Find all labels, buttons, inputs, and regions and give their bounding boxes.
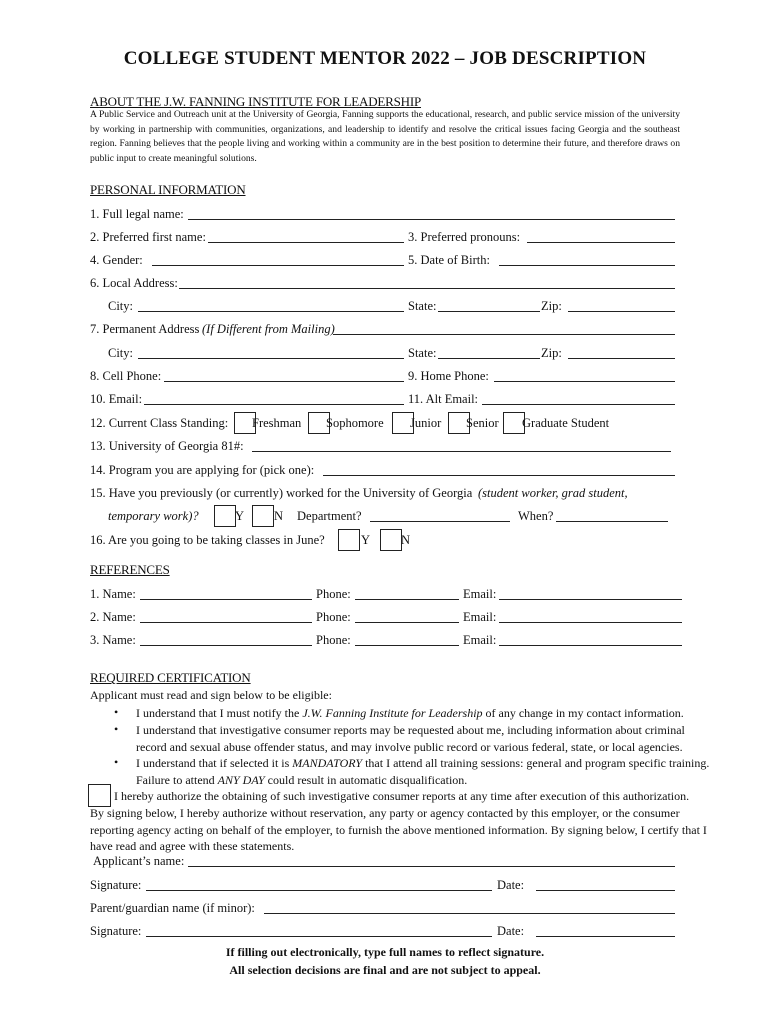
permanent-zip-field[interactable] <box>568 358 675 359</box>
cell-phone-label: 8. Cell Phone: <box>90 369 162 383</box>
worked-answer-row <box>90 507 675 525</box>
preferred-pronouns-label: 3. Preferred pronouns: <box>408 230 521 244</box>
reference-3-phone-field[interactable] <box>355 645 459 646</box>
program-field[interactable] <box>323 475 675 476</box>
home-phone-label: 9. Home Phone: <box>408 369 489 383</box>
cell-phone-field[interactable] <box>164 381 404 382</box>
june-question-label: 16. Are you going to be taking classes in June? <box>90 533 325 547</box>
full-legal-name-field[interactable] <box>188 219 675 220</box>
permanent-state-label: State: <box>408 346 437 360</box>
reference-3-email-label: Email: <box>463 633 497 647</box>
permanent-address-note: (If Different from Mailing) <box>202 322 335 336</box>
about-heading: ABOUT THE J.W. FANNING INSTITUTE FOR LEADERSHIP <box>90 94 422 109</box>
parent-date-label: Date: <box>497 924 525 938</box>
local-state-field[interactable] <box>438 311 540 312</box>
selection-final-note: All selection decisions are final and are not subject to appeal. <box>229 963 541 977</box>
graduate-student-label: Graduate Student <box>522 416 610 430</box>
electronic-signature-note: If filling out electronically, type full names to reflect signature. <box>225 945 545 959</box>
local-city-field[interactable] <box>138 311 404 312</box>
parent-name-field[interactable] <box>264 913 675 914</box>
reference-row-2 <box>90 608 682 626</box>
parent-date-field[interactable] <box>536 936 675 937</box>
permanent-address-field[interactable] <box>333 334 675 335</box>
signing-statement: By signing below, I hereby authorize without reservation, any party or agency contacted by this employer, or the consumer reporting agency acting on behalf of the employer, to furnish the above mentioned information. By signing below, I certify that I have read and agree with these statements. <box>90 806 707 853</box>
applicant-signature-row <box>90 876 675 894</box>
preferred-first-name-label: 2. Preferred first name: <box>90 230 206 244</box>
worked-question-note: (student worker, grad student, <box>478 486 628 500</box>
applicant-signature-field[interactable] <box>146 890 492 891</box>
certification-bullet-1 <box>136 705 718 722</box>
senior-label: Senior <box>466 416 499 430</box>
reference-1-phone-label: Phone: <box>316 587 351 601</box>
reference-3-name-field[interactable] <box>140 645 312 646</box>
reference-2-email-label: Email: <box>463 610 497 624</box>
department-label: Department? <box>297 509 362 523</box>
uga-81-label: 13. University of Georgia 81#: <box>90 439 244 453</box>
dob-label: 5. Date of Birth: <box>408 253 490 267</box>
when-label: When? <box>518 509 554 523</box>
local-address-row <box>90 274 675 292</box>
bullet-2: • <box>114 722 119 736</box>
applicant-name-row <box>90 852 675 870</box>
gender-field[interactable] <box>152 265 404 266</box>
bullet-1-text-a: I understand that I must notify the <box>136 706 303 720</box>
reference-2-name-field[interactable] <box>140 622 312 623</box>
reference-row-3 <box>90 631 682 649</box>
bullet-3-any-day: ANY DAY <box>217 772 265 787</box>
dob-field[interactable] <box>499 265 675 266</box>
bullet-3-mandatory: MANDATORY <box>292 756 363 770</box>
parent-signature-label: Signature: <box>90 924 142 938</box>
reference-1-name-label: 1. Name: <box>90 587 136 601</box>
local-city-label: City: <box>108 299 134 313</box>
gender-row <box>90 251 675 269</box>
parent-signature-row <box>90 922 675 940</box>
certification-bullet-3 <box>136 755 718 788</box>
alt-email-label: 11. Alt Email: <box>408 392 479 406</box>
applicant-date-label: Date: <box>497 878 525 892</box>
preferred-row <box>90 228 675 246</box>
bullet-3-text-b: that I attend all training sessions: general and program specific training. Failure to attend <box>136 756 710 787</box>
worked-yes-checkbox[interactable] <box>214 505 236 527</box>
reference-2-phone-label: Phone: <box>316 610 351 624</box>
reference-2-email-field[interactable] <box>499 622 682 623</box>
phone-row <box>90 367 675 385</box>
permanent-state-field[interactable] <box>438 358 540 359</box>
program-row <box>90 461 675 479</box>
applicant-date-field[interactable] <box>536 890 675 891</box>
parent-name-label: Parent/guardian name (if minor): <box>90 901 255 915</box>
worked-question-row <box>90 484 675 502</box>
full-legal-name-label: 1. Full legal name: <box>90 207 184 221</box>
permanent-address-label: 7. Permanent Address <box>90 322 200 336</box>
applicant-signature-label: Signature: <box>90 878 142 892</box>
program-label: 14. Program you are applying for (pick one): <box>90 463 315 477</box>
alt-email-field[interactable] <box>482 404 675 405</box>
reference-3-name-label: 3. Name: <box>90 633 136 647</box>
email-row <box>90 390 675 408</box>
permanent-city-label: City: <box>108 346 134 360</box>
bullet-3: • <box>114 755 119 769</box>
local-state-label: State: <box>408 299 437 313</box>
worked-yes-label: Y <box>235 509 245 523</box>
bullet-3-text-a: I understand that if selected it is <box>136 756 293 770</box>
authorize-statement: I hereby authorize the obtaining of such investigative consumer reports at any time after execution of this authorization. <box>114 789 690 803</box>
home-phone-field[interactable] <box>494 381 675 382</box>
parent-name-row <box>90 899 675 917</box>
freshman-label: Freshman <box>252 416 302 430</box>
permanent-city-row <box>90 344 675 362</box>
local-address-label: 6. Local Address: <box>90 276 178 290</box>
reference-1-email-field[interactable] <box>499 599 682 600</box>
bullet-1-text-b: of any change in my contact information. <box>482 706 684 720</box>
june-yes-checkbox[interactable] <box>338 529 360 551</box>
about-paragraph: A Public Service and Outreach unit at the University of Georgia, Fanning supports the educational, research, and public service mission of the university by working in partnership with communities, organizations, and leadership to identify and resolve the critical issues facing Georgia and the southeast region. Fanning believes that the people living and working within a community are in the best position to determine their future, and therefore draws on public input to create meaningful solutions. <box>90 109 680 164</box>
preferred-first-name-field[interactable] <box>208 242 404 243</box>
reference-1-phone-field[interactable] <box>355 599 459 600</box>
when-field[interactable] <box>556 521 668 522</box>
applicant-name-field[interactable] <box>188 866 675 867</box>
page-title: COLLEGE STUDENT MENTOR 2022 – JOB DESCRIPTION <box>123 48 647 69</box>
department-field[interactable] <box>370 521 510 522</box>
class-standing-row <box>90 414 675 432</box>
authorize-checkbox[interactable] <box>88 784 111 807</box>
reference-3-email-field[interactable] <box>499 645 682 646</box>
reference-3-phone-label: Phone: <box>316 633 351 647</box>
bullet-3-text-c: could result in automatic disqualification. <box>264 772 468 787</box>
local-zip-label: Zip: <box>541 299 562 313</box>
junior-label: Junior <box>410 416 442 430</box>
local-address-field[interactable] <box>179 288 675 289</box>
uga-81-row <box>90 437 675 455</box>
june-no-label: N <box>401 533 411 547</box>
applicant-name-label: Applicant’s name: <box>93 854 185 868</box>
june-question-row <box>90 531 675 549</box>
certification-bullet-2: I understand that investigative consumer reports may be requested about me, including information about criminal record and sexual abuse offender status, and may involve public record or various federal, state, or local agencies. <box>136 723 685 754</box>
certification-intro: Applicant must read and sign below to be eligible: <box>90 688 332 702</box>
june-yes-label: Y <box>361 533 371 547</box>
references-heading: REFERENCES <box>90 562 170 577</box>
local-zip-field[interactable] <box>568 311 675 312</box>
permanent-address-row <box>90 320 675 338</box>
sophomore-label: Sophomore <box>326 416 384 430</box>
reference-2-phone-field[interactable] <box>355 622 459 623</box>
reference-row-1 <box>90 585 682 603</box>
worked-no-label: N <box>274 509 284 523</box>
full-legal-name-row <box>90 205 675 223</box>
class-standing-label: 12. Current Class Standing: <box>90 416 229 430</box>
june-no-checkbox[interactable] <box>380 529 402 551</box>
local-city-row <box>90 297 675 315</box>
reference-1-email-label: Email: <box>463 587 497 601</box>
gender-label: 4. Gender: <box>90 253 143 267</box>
certification-heading: REQUIRED CERTIFICATION <box>90 670 251 685</box>
reference-1-name-field[interactable] <box>140 599 312 600</box>
reference-2-name-label: 2. Name: <box>90 610 136 624</box>
bullet-1-institute-name: J.W. Fanning Institute for Leadership <box>302 706 483 720</box>
preferred-pronouns-field[interactable] <box>527 242 675 243</box>
worked-no-checkbox[interactable] <box>252 505 274 527</box>
email-label: 10. Email: <box>90 392 143 406</box>
permanent-zip-label: Zip: <box>541 346 562 360</box>
email-field[interactable] <box>144 404 404 405</box>
worked-question-note-2: temporary work)? <box>108 509 199 523</box>
worked-question-label: 15. Have you previously (or currently) worked for the University of Georgia <box>90 486 473 500</box>
personal-info-heading: PERSONAL INFORMATION <box>90 182 246 197</box>
parent-signature-field[interactable] <box>146 936 492 937</box>
bullet-1: • <box>114 705 119 719</box>
permanent-city-field[interactable] <box>138 358 404 359</box>
uga-81-field[interactable] <box>252 451 671 452</box>
